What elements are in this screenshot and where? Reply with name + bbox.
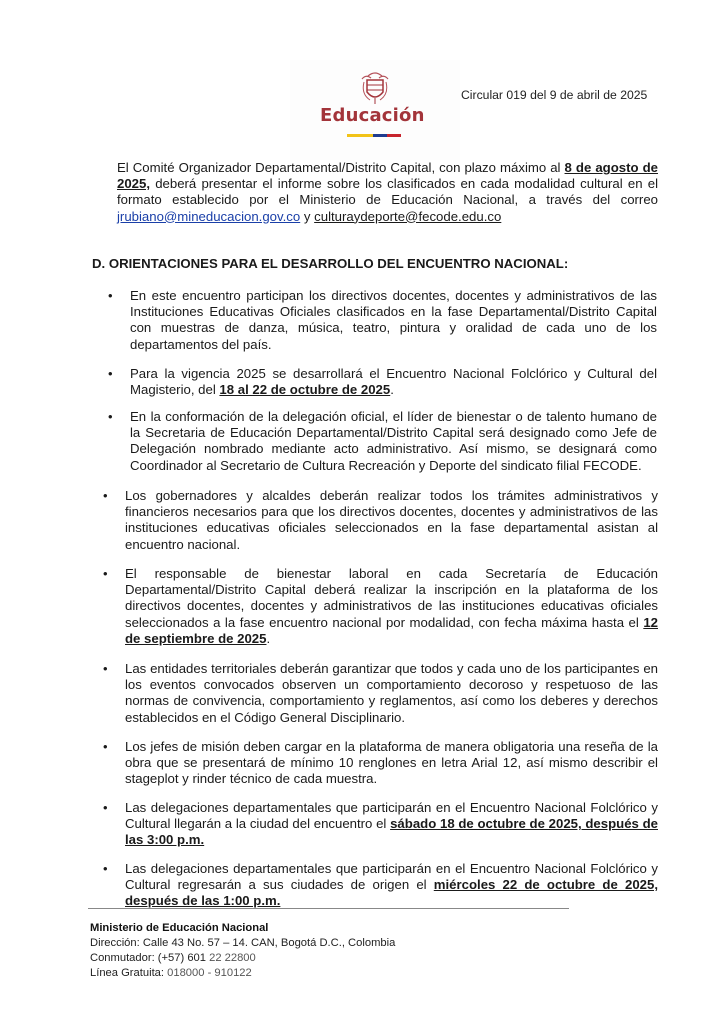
bullet-text-end: .: [266, 630, 271, 646]
bullet-item: [108, 366, 657, 398]
bullet-item: [103, 566, 658, 647]
bullet-icon: •: [108, 409, 113, 424]
intro-text: El Comité Organizador Departamental/Distrito Capital, con plazo máximo al: [117, 160, 565, 175]
flag-red: [387, 134, 401, 137]
email-link-fecode[interactable]: culturaydeporte@fecode.edu.co: [314, 208, 502, 224]
circular-reference: Circular 019 del 9 de abril de 2025: [461, 88, 648, 102]
bullet-item: [108, 288, 657, 353]
bullet-item: [103, 661, 658, 726]
bullet-emphasis: sábado 18 de octubre de 2025, después de las 3:00 p.m.: [125, 816, 658, 848]
bullet-item: [108, 409, 657, 474]
bullet-icon: •: [103, 861, 108, 876]
footer: [90, 921, 395, 981]
bullet-text: En la conformación de la delegación oficial, el líder de bienestar o de talento humano de la Secretaria de Educación Departamental/Distrito Capital será designado como Jefe de Delegación nombrado mediante acto administrativo. Así mismo, se designará como Coordinador al Secretario de Cultura Recreación y Deporte del sindicato filial FECODE.: [130, 409, 657, 473]
bullet-text: En este encuentro participan los directivos docentes, docentes y administrativos de las Instituciones Educativas Oficiales clasificados en la fase Departamental/Distrito Capital con muestras de danza, música, teatro, pintura y oralidad de cada uno de los departamentos del país.: [130, 288, 657, 352]
bullet-text: El responsable de bienestar laboral en cada Secretaría de Educación Departamental/Distrito Capital deberá realizar la inscripción en la plataforma de los directivos docentes, docentes y administrativos de las instituciones educativas oficiales seleccionados a la fase encuentro nacional por modalidad, con fecha máxima hasta el: [125, 566, 658, 630]
intro-paragraph: [117, 160, 658, 225]
bullet-text: Los jefes de misión deben cargar en la plataforma de manera obligatoria una reseña de la obra que se presentará de mínimo 10 renglones en letra Arial 12, así mismo describir el stageplot y rinder técnico de cada muestra.: [125, 739, 658, 787]
bullet-text: Las entidades territoriales deberán garantizar que todos y cada uno de los participantes en los eventos convocados observen un comportamiento decoroso y respetuoso de las normas de convivencia, comportamiento y reglamentos, así como los deberes y derechos establecidos en el Código General Disciplinario.: [125, 661, 658, 725]
section-title: D. ORIENTACIONES PARA EL DESARROLLO DEL ENCUENTRO NACIONAL:: [92, 256, 569, 271]
bullet-icon: •: [108, 288, 113, 303]
bullet-icon: •: [103, 661, 108, 676]
flag-stripe: [347, 134, 401, 137]
intro-joiner: y: [300, 208, 315, 224]
bullet-text-end: .: [390, 382, 394, 398]
bullet-icon: •: [103, 800, 108, 815]
footer-phone-number: 22 22800: [209, 952, 256, 964]
footer-tollfree: [90, 966, 395, 981]
footer-divider: [88, 908, 569, 909]
bullet-emphasis: 12 de septiembre de 2025: [125, 614, 658, 646]
bullet-icon: •: [103, 739, 108, 754]
bullet-item: [103, 739, 658, 788]
footer-tollfree-number: 018000 - 910122: [167, 967, 252, 979]
bullet-item: [103, 488, 658, 553]
bullet-emphasis: 18 al 22 de octubre de 2025: [219, 382, 391, 398]
flag-blue: [373, 134, 387, 137]
bullet-text: Las delegaciones departamentales que participarán en el Encuentro Nacional Folclórico y Cultural regresarán a sus ciudades de origen el: [125, 861, 658, 893]
footer-tollfree-label: Línea Gratuita:: [90, 967, 168, 979]
footer-address: Dirección: Calle 43 No. 57 – 14. CAN, Bogotá D.C., Colombia: [90, 937, 396, 949]
bullet-text: Para la vigencia 2025 se desarrollará el Encuentro Nacional Folclórico y Cultural del Magisterio, del: [130, 366, 657, 398]
intro-deadline: 8 de agosto de 2025,: [117, 160, 658, 192]
bullet-text: Los gobernadores y alcaldes deberán realizar todos los trámites administrativos y financieros necesarios para que los directivos docentes, docentes y administrativos de las instituciones educativas oficiales seleccionados en la fase departamental asistan al encuentro nacional.: [125, 488, 658, 552]
bullet-emphasis: miércoles 22 de octubre de 2025, después de las 1:00 p.m.: [125, 877, 658, 909]
bullet-icon: •: [103, 566, 108, 581]
footer-org: Ministerio de Educación Nacional: [90, 922, 269, 934]
coat-of-arms-icon: [358, 70, 392, 106]
bullet-item: [103, 800, 658, 849]
bullet-item: [103, 861, 658, 910]
footer-phone: [90, 951, 395, 966]
footer-phone-label: Conmutador: (+57) 601: [90, 952, 210, 964]
bullet-icon: •: [103, 488, 108, 503]
logo-text: Educación: [320, 105, 425, 126]
bullet-icon: •: [108, 366, 113, 381]
intro-text-2: deberá presentar el informe sobre los clasificados en cada modalidad cultural en el formato establecido por el Ministerio de Educación Nacional, a través del correo: [117, 176, 658, 208]
email-link-jrubiano[interactable]: jrubiano@mineducacion.gov.co: [117, 208, 301, 224]
flag-yellow: [347, 134, 373, 137]
bullet-text: Las delegaciones departamentales que participarán en el Encuentro Nacional Folclórico y Cultural llegarán a la ciudad del encuentro el: [125, 800, 658, 832]
ministry-logo: [290, 60, 460, 160]
